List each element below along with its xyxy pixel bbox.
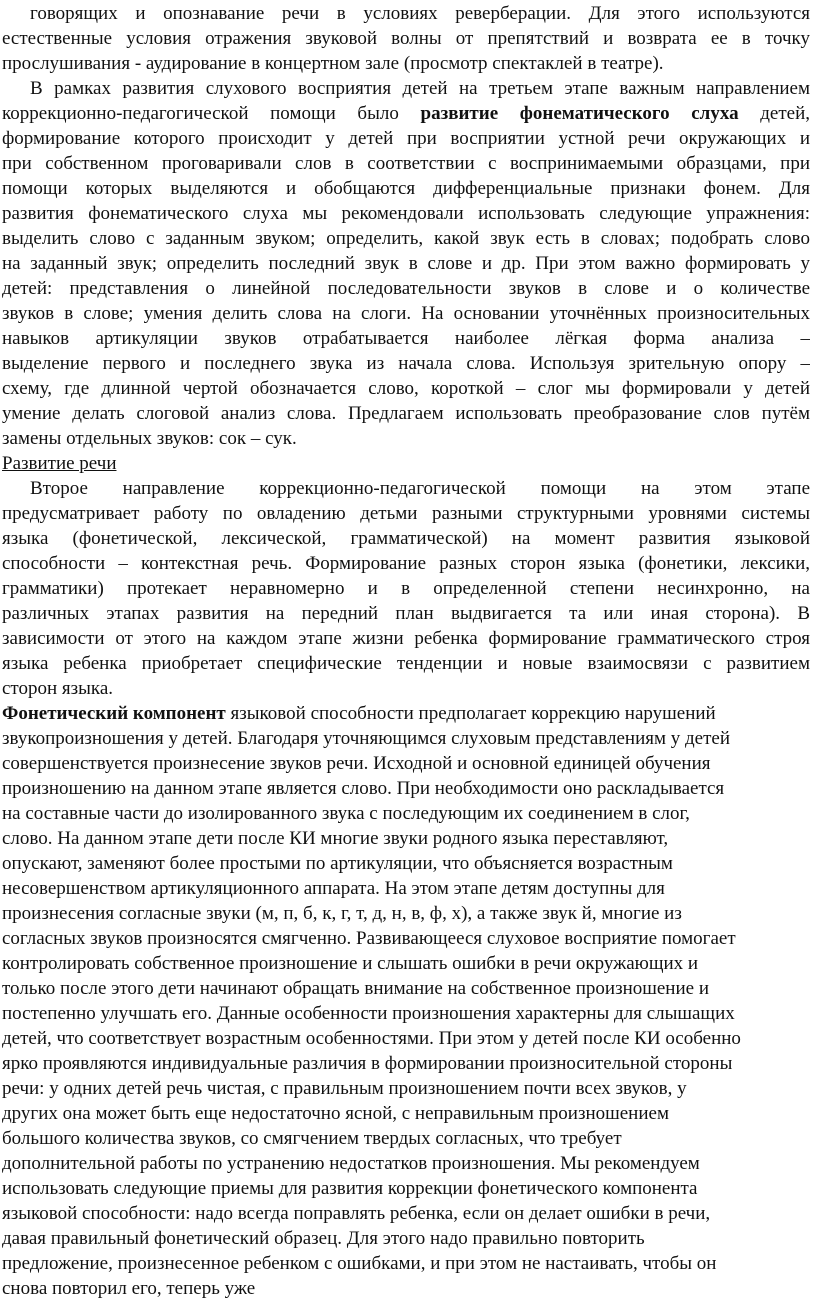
text-line: языка (фонетической, лексической, грамматической) на момент развития языковой bbox=[2, 528, 810, 549]
text-line: звуков в слове; умения делить слова на слоги. На основании уточнённых произносительных bbox=[2, 303, 810, 324]
text-line: звукопроизношения у детей. Благодаря уточняющимся слуховым представлениям у детей bbox=[2, 728, 731, 749]
text-line: слово. На данном этапе дети после КИ многие звуки родного языка переставляют, bbox=[2, 828, 669, 849]
text-line: языка ребенка приобретает специфические тенденции и новые взаимосвязи с развитием bbox=[2, 653, 810, 674]
text-line: помощи которых выделяются и обобщаются дифференциальные признаки фонем. Для bbox=[2, 178, 810, 199]
text-line: В рамках развития слухового восприятия детей на третьем этапе важным направлением bbox=[30, 78, 810, 99]
text-line: языковой способности: надо всегда поправлять ребенка, если он делает ошибки в речи, bbox=[2, 1203, 711, 1224]
text-line: коррекционно-педагогической помощи было развитие фонематического слуха детей, bbox=[2, 103, 810, 124]
text-line: предложение, произнесенное ребенком с ошибками, и при этом не настаивать, чтобы он bbox=[2, 1253, 717, 1274]
text-line: контролировать собственное произношение и слышать ошибки в речи окружающих и bbox=[2, 953, 699, 974]
text-line: постепенно улучшать его. Данные особенности произношения характерны для слышащих bbox=[2, 1003, 735, 1024]
text-line: навыков артикуляции звуков отрабатывается наиболее лёгкая форма анализа – bbox=[2, 328, 810, 349]
text-line: произношению на данном этапе является слово. При необходимости оно раскладывается bbox=[2, 778, 725, 799]
text-line: детей, что соответствует возрастным особенностями. При этом у детей после КИ особенно bbox=[2, 1028, 741, 1049]
text-line: давая правильный фонетический образец. Для этого надо правильно повторить bbox=[2, 1228, 645, 1249]
text-line: только после этого дети начинают обращать внимание на собственное произношение и bbox=[2, 978, 709, 999]
text-line: выделение первого и последнего звука из начала слова. Используя зрительную опору – bbox=[2, 353, 810, 374]
text-line: произнесения согласные звуки (м, п, б, к, г, т, д, н, в, ф, х), а также звук й, многие из bbox=[2, 903, 682, 924]
text-line: Второе направление коррекционно-педагогической помощи на этом этапе bbox=[30, 478, 810, 499]
text-line: формирование которого происходит у детей при восприятии устной речи окружающих и bbox=[2, 128, 810, 149]
text-line: выделить слово с заданным звуком; определить, какой звук есть в словах; подобрать слово bbox=[2, 228, 810, 249]
text-line: речи: у одних детей речь чистая, с правильным произношением почти всех звуков, у bbox=[2, 1078, 687, 1099]
text-line: других она может быть еще недостаточно ясной, с неправильным произношением bbox=[2, 1103, 669, 1124]
text-line: грамматики) протекает неравномерно и в определенной степени несинхронно, на bbox=[2, 578, 810, 599]
text-line: естественные условия отражения звуковой волны от препятствий и возврата ее в точку bbox=[2, 28, 810, 49]
text-line: совершенствуется произнесение звуков речи. Исходной и основной единицей обучения bbox=[2, 753, 711, 774]
text-line: несовершенством артикуляционного аппарата. На этом этапе детям доступны для bbox=[2, 878, 665, 899]
text-line: согласных звуков произносятся смягченно. Развивающееся слуховое восприятие помогает bbox=[2, 928, 736, 949]
text-line: дополнительной работы по устранению недостатков произношения. Мы рекомендуем bbox=[2, 1153, 700, 1174]
text-line: способности – контекстная речь. Формирование разных сторон языка (фонетики, лексики, bbox=[2, 553, 810, 574]
text-line: на заданный звук; определить последний звук в слове и др. При этом важно формировать у bbox=[2, 253, 810, 274]
text-line: различных этапах развития на передний план выдвигается та или иная сторона). В bbox=[2, 603, 810, 624]
text-line: большого количества звуков, со смягчением твердых согласных, что требует bbox=[2, 1128, 622, 1149]
text-line: опускают, заменяют более простыми по артикуляции, что объясняется возрастным bbox=[2, 853, 673, 874]
text-line: предусматривает работу по овладению детьми разными структурными уровнями системы bbox=[2, 503, 810, 524]
text-line: говорящих и опознавание речи в условиях реверберации. Для этого используются bbox=[30, 3, 810, 24]
text-line: схему, где длинной чертой обозначается слово, короткой – слог мы формировали у детей bbox=[2, 378, 810, 399]
bold-term: Фонетический компонент bbox=[2, 703, 226, 724]
text-line: снова повторил его, теперь уже bbox=[2, 1278, 256, 1299]
text-line: умение делать слоговой анализ слова. Предлагаем использовать преобразование слов путём bbox=[2, 403, 810, 424]
text-line: при собственном проговаривали слов в соответствии с воспринимаемыми образцами, при bbox=[2, 153, 810, 174]
text-line: использовать следующие приемы для развития коррекции фонетического компонента bbox=[2, 1178, 698, 1199]
bold-term: развитие фонематического слуха bbox=[420, 103, 739, 124]
text-line: сторон языка. bbox=[2, 678, 114, 699]
text-line: замены отдельных звуков: сок – сук. bbox=[2, 428, 297, 449]
text-line: Фонетический компонент языковой способности предполагает коррекцию нарушений bbox=[2, 703, 716, 724]
section-heading: Развитие речи bbox=[2, 453, 117, 474]
text-line: развития фонематического слуха мы рекомендовали использовать следующие упражнения: bbox=[2, 203, 810, 224]
text-line: ярко проявляются индивидуальные различия в формировании произносительной стороны bbox=[2, 1053, 733, 1074]
text-line: прослушивания - аудирование в концертном зале (просмотр спектаклей в театре). bbox=[2, 53, 664, 74]
text-line: на составные части до изолированного звука с последующим их соединением в слог, bbox=[2, 803, 690, 824]
text-line: детей: представления о линейной последовательности звуков в слове и о количестве bbox=[2, 278, 810, 299]
text-line: зависимости от этого на каждом этапе жизни ребенка формирование грамматического строя bbox=[2, 628, 810, 649]
